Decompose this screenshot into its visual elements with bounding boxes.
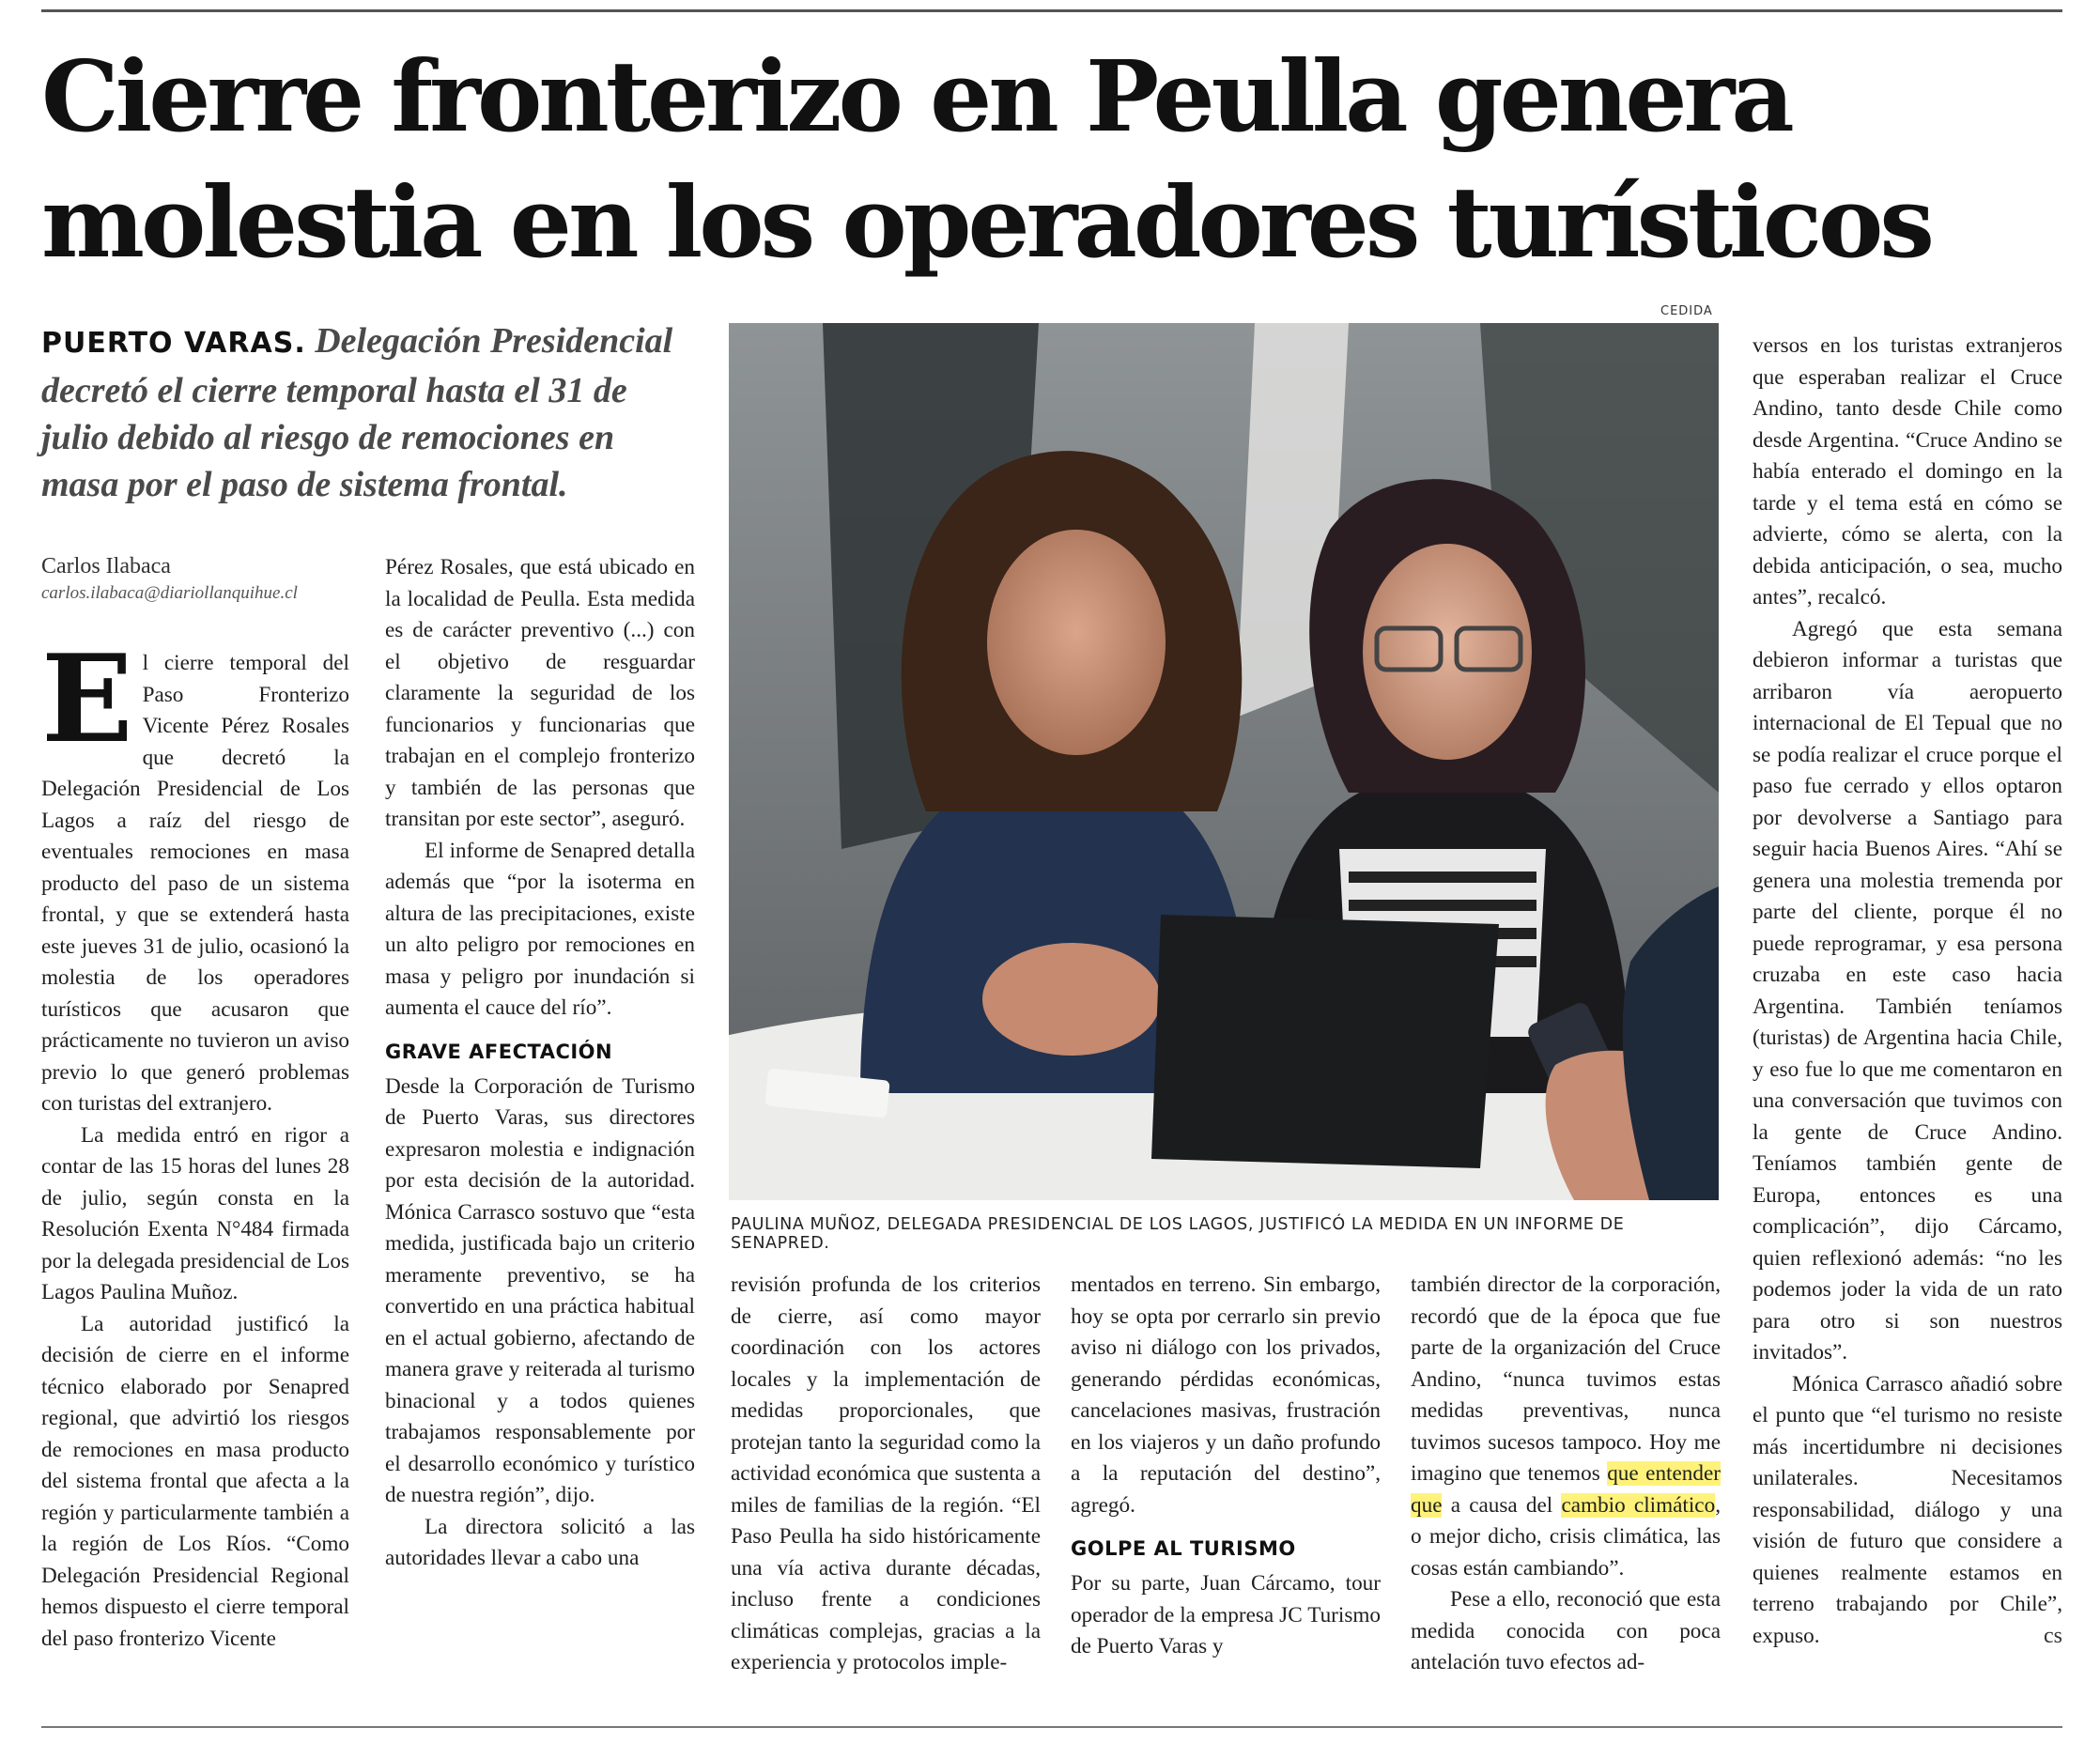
photo-image — [729, 323, 1719, 1200]
dropcap: E — [41, 629, 133, 770]
article-column-3 — [731, 1270, 1041, 1679]
paragraph: Agregó que esta semana debieron informar a turistas que arribaron vía aeropuerto internacional de El Tepual que no se podía realizar el cruce porque el paso fue cerrado y ellos optaron por devolverse a Santiago para seguir hacia Buenos Aires. “Ahí se genera una molestia tremenda por parte del cliente, porque él no puede reprogramar, y esa persona cruzaba en este caso hacia Argentina. También teníamos (turistas) de Argentina hacia Chile, y eso fue lo que me comentaron en una conversación que tuvimos con la gente de Cruce Andino. Teníamos también gente de Europa, entonces es una complicación”, dijo Cárcamo, quien reflexionó además: “no les podemos joder la vida de un rato para otro si son nuestros invitados”. — [1753, 616, 2062, 1365]
paragraph: El cierre temporal del Paso Fronterizo Vicente Pérez Rosales que decretó la Delegación Presidencial de Los Lagos a raíz del riesgo de eventuales remociones en masa producto del paso de un sistema frontal, y que se extenderá hasta este jueves 31 de julio, ocasionó la molestia de los operadores turísticos que acusaron que prácticamente no tuvieron un aviso previo lo que generó problemas con turistas del extranjero. — [41, 629, 349, 1116]
bottom-rule — [41, 1726, 2062, 1728]
article-column-1 — [41, 629, 349, 1655]
paragraph: Mónica Carrasco añadió sobre el punto que “el turismo no resiste más incertidumbre ni decisiones unilaterales. Necesitamos responsabilidad, diálogo y una visión de futuro que considere a quienes realmente estamos en terreno trabajando por Chile”, expuso. cs — [1753, 1369, 2062, 1653]
article-column-2 — [385, 552, 695, 1575]
byline — [41, 552, 361, 607]
article-photo — [729, 323, 1719, 1200]
paragraph: La directora solicitó a las autoridades llevar a cabo una — [385, 1514, 695, 1570]
byline-email: carlos.ilabaca@diariollanquihue.cl — [41, 583, 298, 603]
paragraph: La autoridad justificó la decisión de cierre en el informe técnico elaborado por Senapred regional, que advirtió los riesgos de remociones en masa producto del sistema frontal que afecta a la región y particularmente también a la región de Los Ríos. “Como Delegación Presidencial Regional hemos dispuesto el cierre temporal del paso fronterizo Vicente — [41, 1311, 349, 1651]
top-rule — [41, 9, 2062, 12]
highlighted-text: que entender que — [1411, 1461, 1721, 1518]
paragraph: Pérez Rosales, que está ubicado en la localidad de Peulla. Esta medida es de carácter preventivo (...) con el objetivo de resguardar claramente la seguridad de los funcionarios y funcionarias que trabajan en el complejo fronterizo y también de las personas que transitan por este sector”, aseguró. — [385, 555, 695, 831]
lead-place: PUERTO VARAS. — [41, 327, 306, 360]
article-column-6 — [1753, 331, 2062, 1652]
paragraph: versos en los turistas extranjeros que esperaban realizar el Cruce Andino, tanto desde Chile como desde Argentina. “Cruce Andino se había enterado el domingo en la tarde y el tema está en cómo se advierte, cómo se alerta, con la debida anticipación, o sea, mucho antes”, recalcó. — [1753, 333, 2062, 609]
headline: Cierre fronterizo en Peulla genera molestia en los operadores turísticos — [41, 39, 1931, 280]
paragraph: Pese a ello, reconoció que esta medida conocida con poca antelación tuvo efectos ad- — [1411, 1587, 1721, 1674]
paragraph: también director de la corporación, recordó que de la época que fue parte de la organización del Cruce Andino, “nunca tuvimos estas medidas preventivas, nunca tuvimos sucesos tampoco. Hoy me imagino que tenemos que entender que a causa del cambio climático, o mejor dicho, crisis climática, las cosas están cambiando”. — [1411, 1273, 1721, 1581]
photo-credit: CEDIDA — [1660, 304, 1713, 318]
paragraph: revisión profunda de los criterios de cierre, así como mayor coordinación con los actores locales y la implementación de medidas proporcionales, que protejan tanto la seguridad como la actividad económica que sustenta a miles de familias de la región. “El Paso Peulla ha sido históricamente una vía activa durante décadas, incluso frente a condiciones climáticas complejas, gracias a la experiencia y protocolos imple- — [731, 1273, 1041, 1674]
subhead-golpe-al-turismo: GOLPE AL TURISMO — [1071, 1537, 1296, 1560]
paragraph: Por su parte, Juan Cárcamo, tour operador de la empresa JC Turismo de Puerto Varas y — [1071, 1571, 1381, 1658]
byline-author: Carlos Ilabaca — [41, 554, 171, 578]
article-column-5 — [1411, 1270, 1721, 1679]
paragraph: El informe de Senapred detalla además que “por la isoterma en altura de las precipitaciones, existe un alto peligro por remociones en masa y peligro por inundación si aumenta el cauce del río”. — [385, 838, 695, 1020]
paragraph: mentados en terreno. Sin embargo, hoy se opta por cerrarlo sin previo aviso ni diálogo con los privados, generando pérdidas económicas, cancelaciones masivas, frustración en los viajeros y un daño profundo a la reputación del destino”, agregó. — [1071, 1273, 1381, 1518]
lead — [41, 317, 699, 508]
subhead-grave-afectacion: GRAVE AFECTACIÓN — [385, 1040, 613, 1063]
photo-caption: PAULINA MUÑOZ, DELEGADA PRESIDENCIAL DE LOS LAGOS, JUSTIFICÓ LA MEDIDA EN UN INFORME DE SENAPRED. — [731, 1215, 1625, 1253]
paragraph: Desde la Corporación de Turismo de Puerto Varas, sus directores expresaron molestia e indignación por esta decisión de la autoridad. Mónica Carrasco sostuvo que “esta medida, justificada bajo un criterio meramente preventivo, se ha convertido en una práctica habitual en el actual gobierno, afectando de manera grave y reiterada al turismo binacional y a todos quienes trabajamos responsablemente por el desarrollo económico y turístico de nuestra región”, dijo. — [385, 1073, 695, 1507]
highlighted-text: cambio climático — [1561, 1492, 1716, 1518]
article-column-4 — [1071, 1270, 1381, 1663]
paragraph: La medida entró en rigor a contar de las 15 horas del lunes 28 de julio, según consta en la Resolución Exenta N°484 firmada por la delegada presidencial de Los Lagos Paulina Muñoz. — [41, 1122, 349, 1304]
end-mark: cs — [2044, 1623, 2062, 1648]
lead-text: Delegación Presidencial decretó el cierre temporal hasta el 31 de julio debido al riesgo de remociones en masa por el paso de sistema frontal. — [41, 321, 673, 504]
